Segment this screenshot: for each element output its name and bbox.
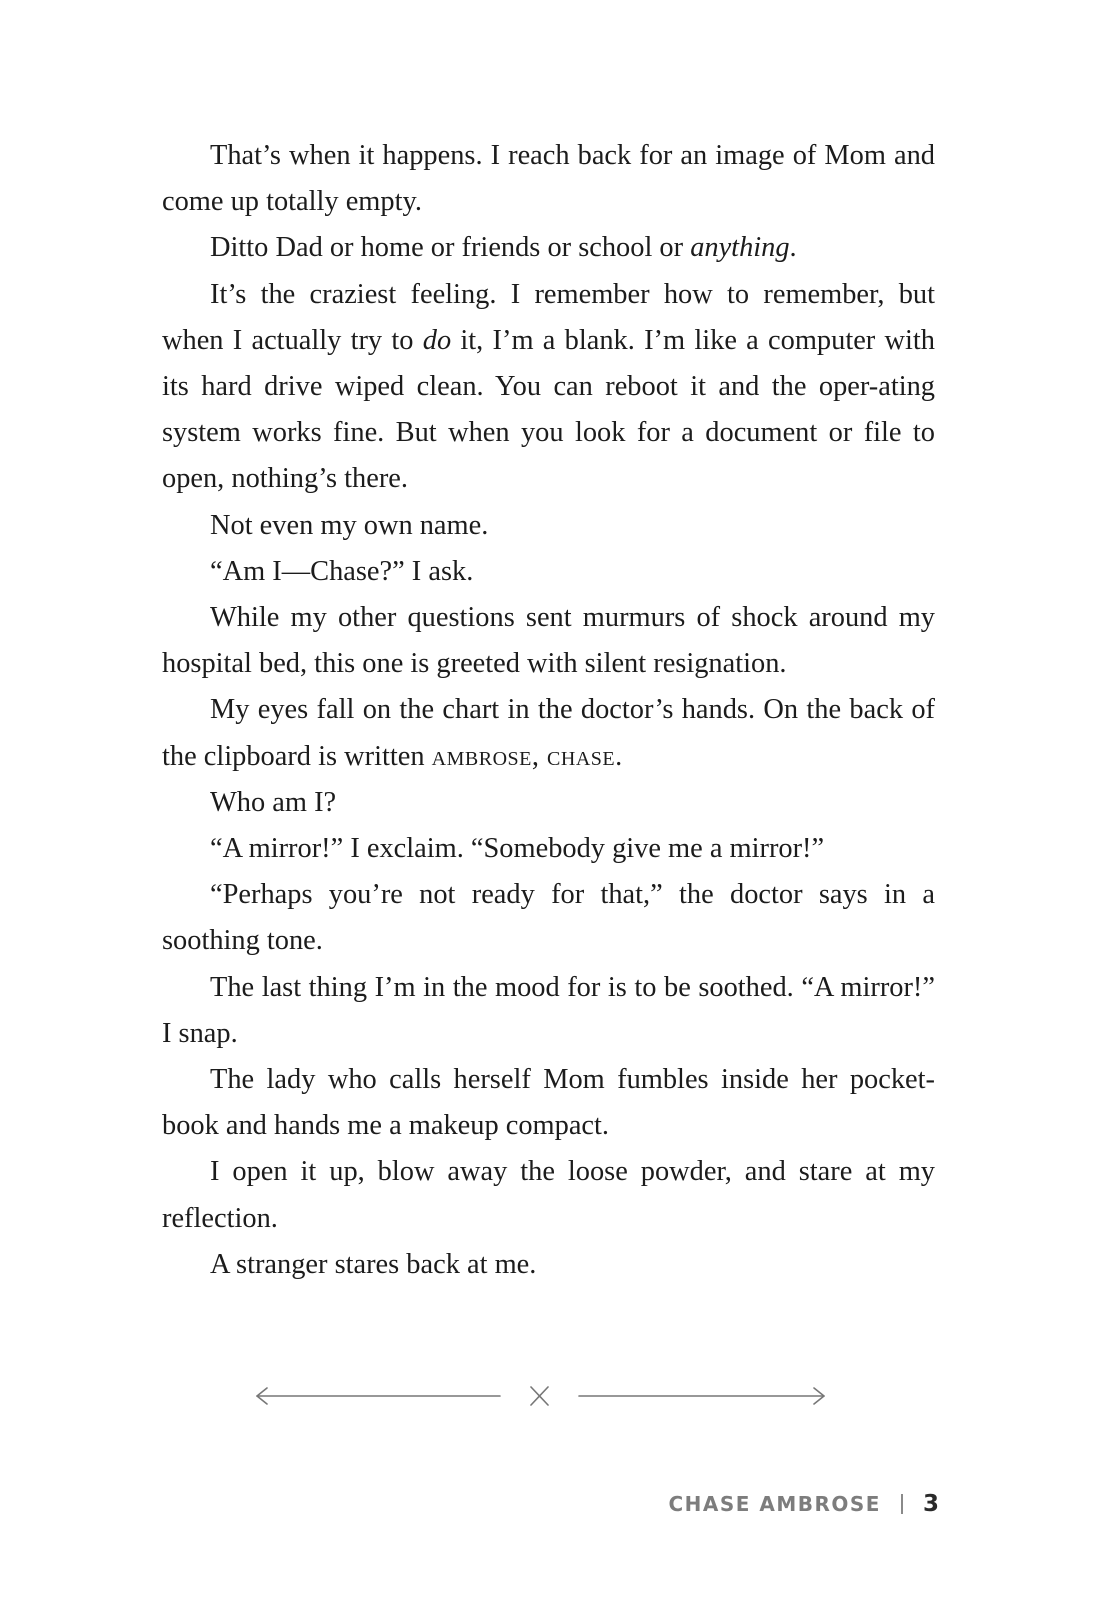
text-run: I open it up, blow away the loose powder, and stare at my reflection.	[162, 1156, 935, 1234]
paragraph	[162, 872, 935, 964]
footer-separator	[901, 1494, 903, 1514]
paragraph	[162, 595, 935, 687]
text-run: it, I’m a blank. I’m like a computer with its hard drive wiped clean. You can reboot it and the oper-ating system works fine. But when you look for a document or file to open, nothing’s there.	[162, 324, 935, 495]
text-run: The lady who calls herself Mom fumbles inside her pocket-book and hands me a makeup compact.	[162, 1064, 935, 1142]
italic-emphasis: anything	[690, 232, 790, 264]
italic-emphasis: do	[422, 324, 452, 356]
paragraph	[162, 780, 935, 826]
page-number: 3	[922, 1491, 939, 1517]
text-run: “Perhaps you’re not ready for that,” the doctor says in a soothing tone.	[162, 879, 935, 957]
paragraph	[162, 826, 935, 872]
text-run: .	[789, 232, 797, 264]
paragraph	[162, 1242, 935, 1288]
page-footer	[668, 1491, 939, 1517]
paragraph	[162, 225, 935, 271]
text-run: Not even my own name.	[210, 509, 489, 541]
text-run: “A mirror!” I exclaim. “Somebody give me a mirror!”	[210, 833, 825, 865]
text-run: Who am I?	[210, 786, 337, 818]
chapter-text	[162, 133, 935, 1288]
text-run: The last thing I’m in the mood for is to be soothed. “A mirror!” I snap.	[162, 971, 935, 1049]
text-run: My eyes fall on the chart in the doctor’s hands. On the back of the clipboard is written	[162, 694, 935, 772]
paragraph	[162, 503, 935, 549]
text-run: A stranger stares back at me.	[210, 1248, 537, 1280]
text-run: While my other questions sent murmurs of shock around my hospital bed, this one is greeted with silent resignation.	[162, 602, 935, 680]
text-run: “Am I—Chase?” I ask.	[210, 555, 474, 587]
small-caps-text: ambrose, chase.	[431, 740, 623, 772]
paragraph	[162, 687, 935, 779]
scene-break-arrows-icon	[255, 1380, 840, 1412]
text-run: It’s the craziest feeling. I remember how to remember, but when I actually try to	[162, 278, 935, 356]
paragraph	[162, 272, 935, 503]
paragraph	[162, 965, 935, 1057]
paragraph	[162, 549, 935, 595]
paragraph	[162, 1149, 935, 1241]
paragraph	[162, 133, 935, 225]
running-head: CHASE AMBROSE	[668, 1492, 881, 1516]
paragraph	[162, 1057, 935, 1149]
text-run: That’s when it happens. I reach back for an image of Mom and come up totally empty.	[162, 140, 935, 218]
text-run: Ditto Dad or home or friends or school or	[210, 232, 691, 264]
